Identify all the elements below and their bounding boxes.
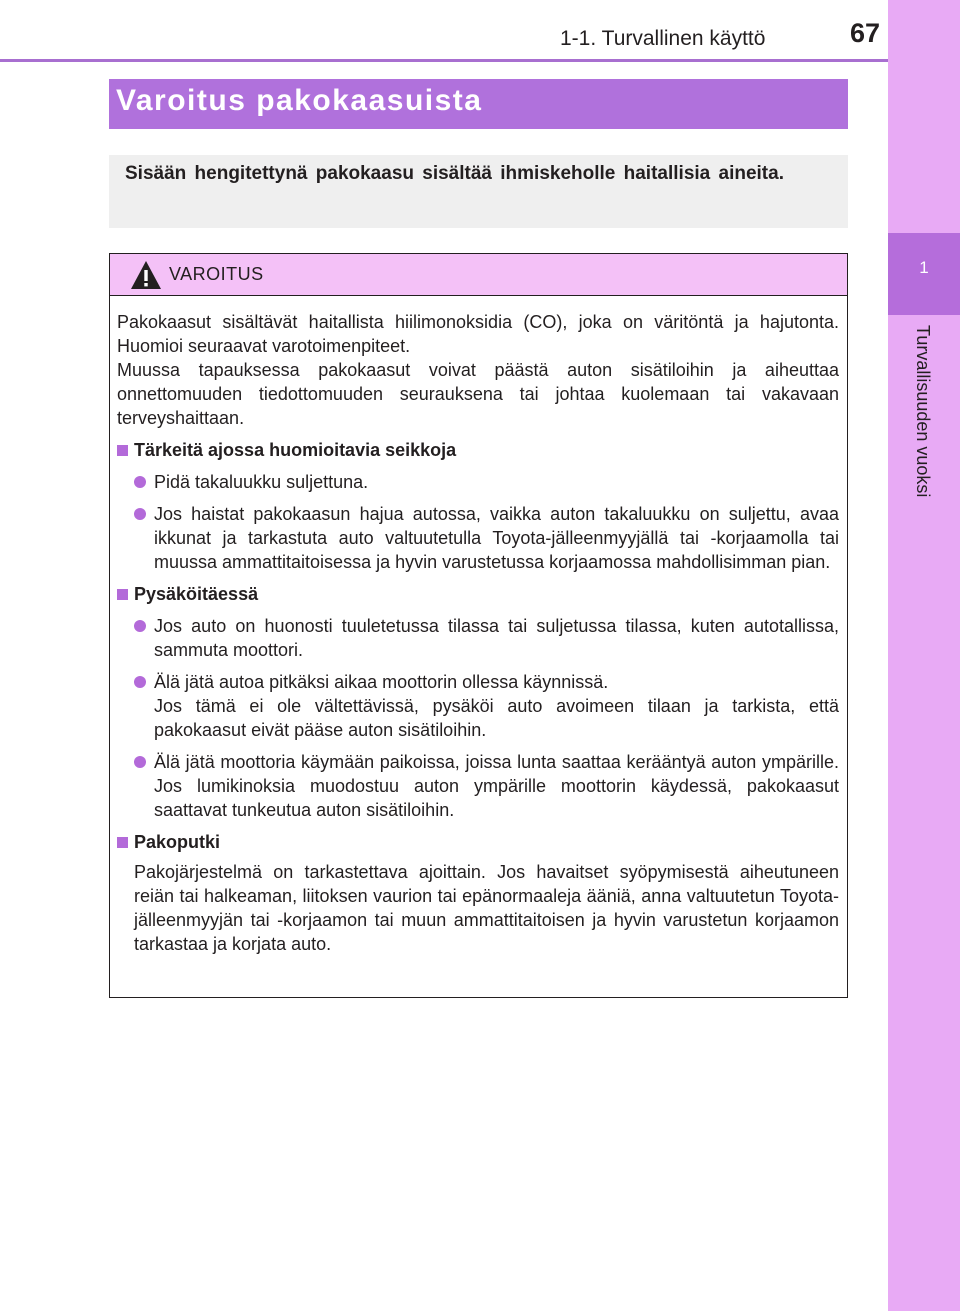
list-item-text: Älä jätä moottoria käymään paikoissa, joissa lunta saattaa kerääntyä auton ympärille. Jos lumikinoksia muodostuu auton ympärille moottorin käydessä, pakokaasut saattavat tunkeutua auton sisätiloihin. — [154, 752, 839, 820]
square-bullet-icon — [117, 445, 128, 456]
page-number: 67 — [849, 18, 880, 48]
header-section-title: 1-1. Turvallinen käyttö — [560, 27, 766, 50]
heading-text: Pakoputki — [134, 832, 221, 852]
list-item — [117, 750, 839, 822]
warning-triangle-icon — [130, 260, 162, 290]
round-bullet-icon — [134, 476, 146, 488]
chapter-number: 1 — [919, 258, 929, 277]
section-heading-parking — [117, 582, 839, 606]
intro-text: Sisään hengitettynä pakokaasu sisältää ihmiskeholle haitallisia aineita. — [125, 163, 784, 184]
list-item-text: Pidä takaluukku suljettuna. — [154, 472, 369, 492]
round-bullet-icon — [134, 508, 146, 520]
warning-title: VAROITUS — [169, 264, 264, 284]
warning-header — [110, 254, 847, 296]
round-bullet-icon — [134, 620, 146, 632]
chapter-side-tab — [888, 0, 960, 1311]
square-bullet-icon — [117, 589, 128, 600]
warning-body — [117, 310, 839, 956]
list-item — [117, 502, 839, 574]
list-item-continuation: Jos tämä ei ole vältettävissä, pysäköi auto avoimeen tilaan ja tarkista, että pakokaasut eivät pääse auton sisätiloihin. — [154, 696, 839, 740]
section-heading-exhaust-pipe — [117, 830, 839, 854]
intro-box — [109, 155, 848, 228]
list-item-text: Jos auto on huonosti tuuletetussa tilassa tai suljetussa tilassa, kuten autotallissa, sammuta moottori. — [154, 616, 839, 660]
chapter-label: Turvallisuuden vuoksi — [913, 325, 933, 498]
section-heading-driving — [117, 438, 839, 462]
header-divider — [0, 59, 888, 62]
warning-intro-1: Pakokaasut sisältävät haitallista hiilimonoksidia (CO), joka on väritöntä ja hajutonta. Huomioi seuraavat varotoimenpiteet. — [117, 312, 839, 356]
list-item-text: Jos haistat pakokaasun hajua autossa, vaikka auton takaluukku on suljettu, avaa ikkunat ja tarkastuta auto valtuutetulla Toyota-jälleenmyyjällä tai -korjaamolla tai muussa ammattitaitoisessa ja hyvin varustetussa korjaamossa mahdollisimman pian. — [154, 504, 839, 572]
list-item — [117, 470, 839, 494]
round-bullet-icon — [134, 756, 146, 768]
list-item-text: Älä jätä autoa pitkäksi aikaa moottorin ollessa käynnissä. — [154, 672, 609, 692]
round-bullet-icon — [134, 676, 146, 688]
list-item — [117, 670, 839, 742]
heading-text: Pysäköitäessä — [134, 584, 259, 604]
section-title: Varoitus pakokaasuista — [116, 84, 483, 117]
section-title-bar — [109, 79, 848, 129]
exhaust-pipe-text: Pakojärjestelmä on tarkastettava ajoittain. Jos havaitset syöpymisestä aiheutuneen reiän tai halkeaman, liitoksen vaurion tai epänormaaleja ääniä, anna valtuutetun Toyota-jälleenmyyjän tai -korjaamon tai muun ammattitaitoisen ja hyvin varustetun korjaamon tarkastaa ja korjata auto. — [134, 862, 839, 954]
warning-intro-2: Muussa tapauksessa pakokaasut voivat päästä auton sisätiloihin ja aiheuttaa onnettomuuden tiedottomuuden seurauksena tai johtaa kuolemaan tai vakavaan terveyshaittaan. — [117, 360, 839, 428]
heading-text: Tärkeitä ajossa huomioitavia seikkoja — [134, 440, 457, 460]
list-item — [117, 614, 839, 662]
warning-box — [109, 253, 848, 998]
square-bullet-icon — [117, 837, 128, 848]
